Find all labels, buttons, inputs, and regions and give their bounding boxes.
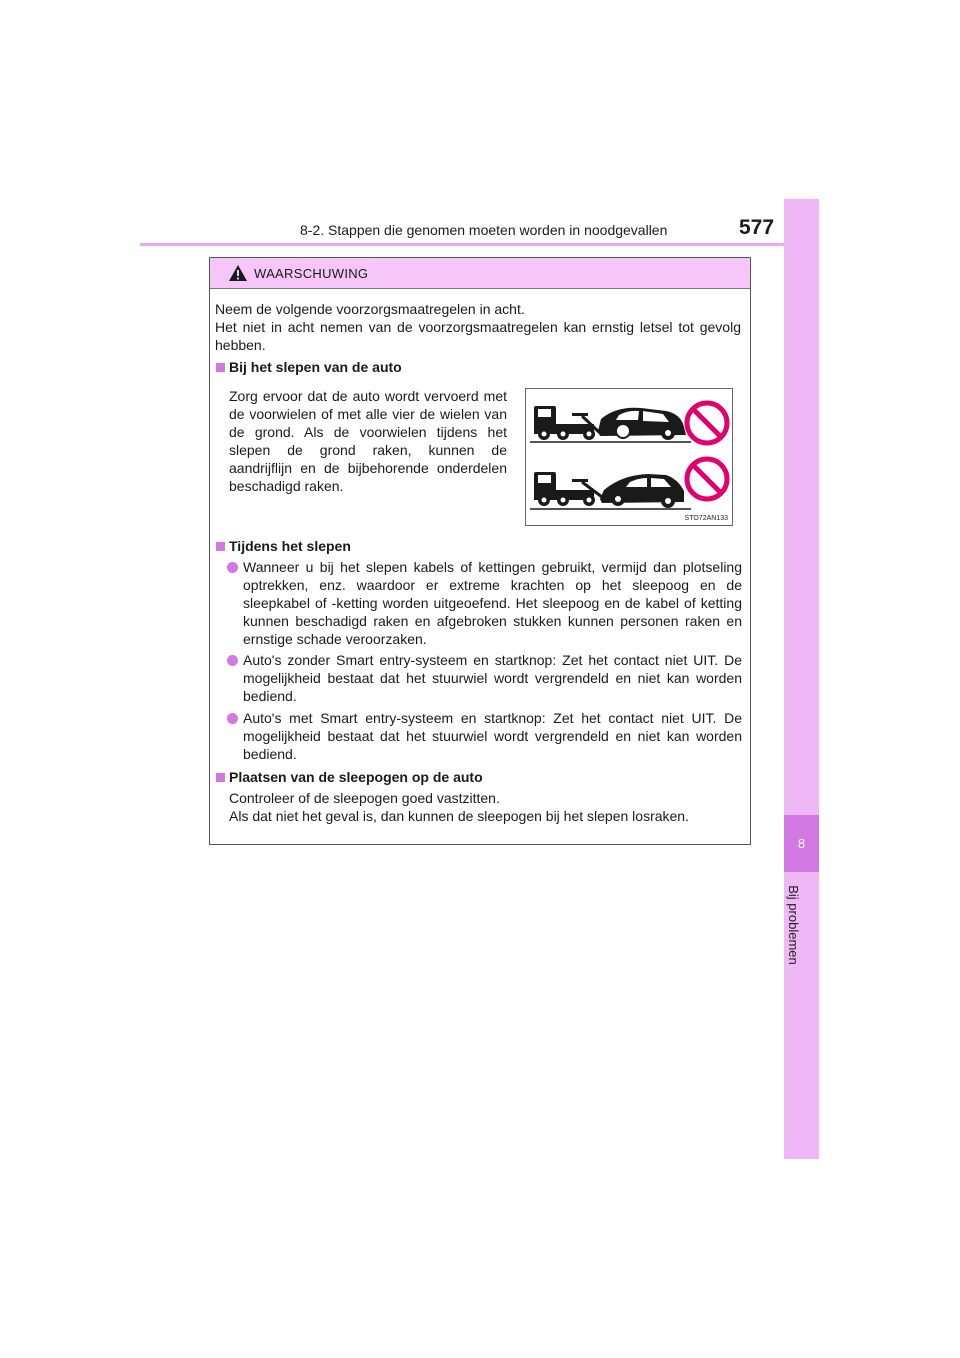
section-title: 8-2. Stappen die genomen moeten worden in noodgevallen — [300, 222, 668, 238]
figure-caption: STO72AN133 — [684, 515, 728, 522]
prohibition-icon-top — [687, 403, 727, 443]
section-marker — [216, 773, 225, 782]
section-marker — [216, 542, 225, 551]
warning-title: WAARSCHUWING — [254, 266, 369, 281]
tow-truck-top — [534, 406, 600, 440]
tow-truck-figure — [526, 389, 732, 525]
towed-car-top — [598, 408, 686, 440]
section-marker — [216, 363, 225, 372]
warning-header — [210, 258, 750, 289]
towing-illustration — [525, 388, 733, 526]
header-divider — [140, 243, 819, 246]
chapter-number-tab: 8 — [784, 815, 819, 872]
bullet-dot — [227, 655, 238, 666]
section-text-tow-eyes-line2: Als dat niet het geval is, dan kunnen de sleepogen bij het slepen losraken. — [229, 808, 689, 824]
chapter-label: Bij problemen — [786, 885, 801, 965]
bullet-dot — [227, 713, 238, 724]
bullet-text: Wanneer u bij het slepen kabels of kettingen gebruikt, vermijd dan plotseling optrekken, enz. waardoor er extreme krachten op het sleepoog en de sleepkabel of -ketting worden uitgeoefend. Het sleepoog en de kabel of ketting kunnen beschadigd raken en afgebroken stukken kunnen personen raken en ernstige schade veroorzaken. — [243, 559, 742, 647]
section-text-towing: Zorg ervoor dat de auto wordt vervoerd met de voorwielen of met alle vier de wielen van de grond. Als de voorwielen tijdens het slepen de grond raken, kunnen de aandrijflijn en de bijbehorende onderdelen beschadigd raken. — [229, 388, 507, 494]
prohibition-icon-bottom — [687, 459, 727, 499]
bullet-text: Auto's zonder Smart entry-systeem en startknop: Zet het contact niet UIT. De mogelijkheid bestaat dat het stuurwiel wordt vergrendeld en niet kan worden bediend. — [243, 652, 742, 704]
section-heading-during-towing: Tijdens het slepen — [229, 538, 351, 554]
bullet-text: Auto's met Smart entry-systeem en startknop: Zet het contact niet UIT. De mogelijkheid bestaat dat het stuurwiel wordt vergrendeld en niet kan worden bediend. — [243, 710, 742, 762]
section-text-tow-eyes-line1: Controleer of de sleepogen goed vastzitten. — [229, 790, 500, 806]
section-heading-towing: Bij het slepen van de auto — [229, 359, 402, 375]
towed-car-bottom — [600, 474, 684, 508]
section-heading-tow-eyes: Plaatsen van de sleepogen op de auto — [229, 769, 483, 785]
warning-intro-line1: Neem de volgende voorzorgsmaatregelen in acht. — [215, 301, 525, 317]
tow-truck-bottom — [534, 472, 602, 506]
page-number: 577 — [739, 216, 775, 239]
chapter-side-tab — [784, 199, 819, 1159]
warning-triangle-icon — [228, 264, 248, 282]
bullet-dot — [227, 562, 238, 573]
warning-intro-line2: Het niet in acht nemen van de voorzorgsmaatregelen kan ernstig letsel tot gevolg hebben. — [215, 319, 741, 353]
